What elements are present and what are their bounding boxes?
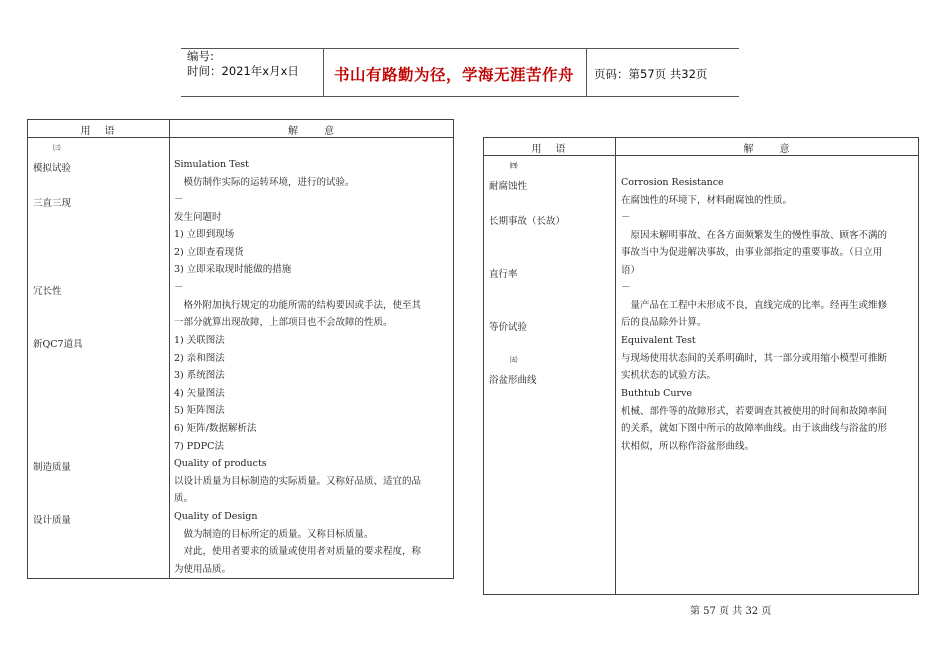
desc-new-qc7: [174, 332, 256, 455]
left-col-term-header: 用 语: [80, 126, 117, 137]
desc-line: －: [174, 194, 184, 205]
desc-redundancy: [174, 279, 421, 332]
footer-page-number: 第 57 页 共 32 页: [690, 606, 772, 617]
header-time-label: 时间：2021年x月x日: [187, 64, 299, 78]
desc-line: 1) 关联图法: [174, 335, 225, 346]
header-page-info: 页码：第57页 共32页: [594, 67, 708, 81]
desc-line: 语）: [621, 264, 641, 276]
term-simulation-test: 模拟试验: [33, 163, 72, 174]
term-manufacturing-quality: 制造质量: [33, 462, 72, 473]
desc-line: 量产品在工程中未形成不良，直线完成的比率。经再生或维修: [621, 299, 888, 311]
term-bathtub-curve: 浴盆形曲线: [489, 375, 537, 386]
desc-line: 的关系，就如下图中所示的故障率曲线。由于该曲线与浴盆的形: [621, 423, 888, 435]
term-equivalent-test: 等价试验: [489, 322, 528, 333]
left-col-meaning-header: 解 意: [288, 126, 336, 137]
desc-line: 机械、部件等的故障形式，若要调查其被使用的时间和故障率间: [621, 405, 888, 417]
desc-line: 2) 立即查看现货: [174, 246, 244, 258]
desc-long-term-accident: [621, 209, 887, 279]
right-section-marker-4: ㈣: [510, 161, 518, 170]
desc-line: 格外附加执行规定的功能所需的结构要因或手法，使至其: [174, 299, 422, 311]
right-col-separator: [615, 138, 616, 594]
header-divider-2: [586, 48, 587, 96]
desc-line: 与现场使用状态间的关系明确时，其一部分或用缩小模型可推断: [621, 352, 888, 364]
desc-line: 对此，使用者要求的质量或使用者对质量的要求程度，称: [174, 546, 422, 558]
desc-line: 1) 立即到现场: [174, 229, 235, 241]
term-redundancy: 冗长性: [33, 286, 62, 297]
header-divider-1: [323, 48, 324, 96]
right-section-marker-5: ㈤: [510, 355, 518, 364]
desc-line: 后的良品除外计算。: [621, 317, 707, 329]
desc-line: Quality of Design: [174, 511, 258, 522]
desc-line: 质。: [174, 493, 194, 505]
desc-line: Buthtub Curve: [621, 388, 692, 399]
desc-line: 发生问题时: [174, 211, 222, 223]
desc-line: Equivalent Test: [621, 335, 696, 346]
desc-design-quality: [174, 508, 421, 578]
right-col-term-header: 用 语: [531, 144, 568, 155]
desc-bathtub-curve: [621, 385, 887, 455]
desc-line: 模仿制作实际的运转环境，进行的试验。: [174, 176, 355, 188]
desc-line: 5) 矩阵图法: [174, 405, 225, 417]
desc-line: 状相似，所以称作浴盆形曲线。: [621, 440, 755, 452]
desc-line: －: [174, 282, 184, 293]
term-corrosion-resistance: 耐腐蚀性: [489, 181, 528, 192]
desc-line: 3) 立即采取现时能做的措施: [174, 264, 292, 276]
desc-corrosion-resistance: [621, 174, 792, 209]
desc-equivalent-test: [621, 332, 887, 385]
header-meta: [187, 49, 299, 79]
desc-straight-through-rate: [621, 279, 887, 332]
desc-line: Quality of products: [174, 458, 267, 469]
right-header-separator: [484, 155, 918, 156]
desc-sanzhi-sanxian: [174, 191, 291, 279]
desc-line: 3) 系统图法: [174, 370, 225, 382]
desc-line: Simulation Test: [174, 159, 250, 170]
desc-line: －: [621, 282, 631, 293]
desc-manufacturing-quality: [174, 455, 421, 508]
desc-line: 2) 亲和图法: [174, 352, 225, 364]
desc-line: Corrosion Resistance: [621, 177, 724, 188]
desc-line: 原因未解明事故、在各方面频繁发生的慢性事故、顾客不满的: [621, 229, 888, 241]
header-title: 书山有路勤为径，学海无涯苦作舟: [334, 66, 575, 84]
desc-line: 6) 矩阵/数据解析法: [174, 422, 257, 434]
desc-line: 实机状态的试验方法。: [621, 370, 717, 382]
term-straight-through-rate: 直行率: [489, 269, 518, 280]
term-design-quality: 设计质量: [33, 515, 72, 526]
header-number-label: 编号:: [187, 49, 214, 63]
desc-line: 为使用品质。: [174, 563, 232, 575]
desc-line: 7) PDPC法: [174, 440, 224, 452]
desc-line: 做为制造的目标所定的质量。又称目标质量。: [174, 528, 374, 540]
right-col-meaning-header: 解 意: [743, 144, 792, 155]
desc-line: 以设计质量为目标制造的实际质量。又称好品质、适宜的品: [174, 475, 422, 487]
term-sanzhi-sanxian: 三直三现: [33, 198, 72, 209]
left-col-separator: [169, 120, 170, 578]
desc-line: 事故当中为促进解决事故，由事业部指定的重要事故。（日立用: [621, 247, 883, 259]
left-header-separator: [28, 137, 453, 138]
left-section-marker: ㈢: [53, 143, 61, 152]
term-new-qc7: 新QC7道具: [33, 339, 83, 350]
desc-simulation-test: [174, 156, 355, 191]
term-long-term-accident: 长期事故（长故）: [489, 216, 566, 227]
desc-line: 4) 矢量图法: [174, 387, 225, 399]
header-bottom-rule: [181, 96, 739, 97]
desc-line: －: [621, 212, 631, 223]
desc-line: 一部分就算出现故障，上部项目也不会故障的性质。: [174, 317, 393, 329]
desc-line: 在腐蚀性的环境下，材料耐腐蚀的性质。: [621, 194, 793, 206]
